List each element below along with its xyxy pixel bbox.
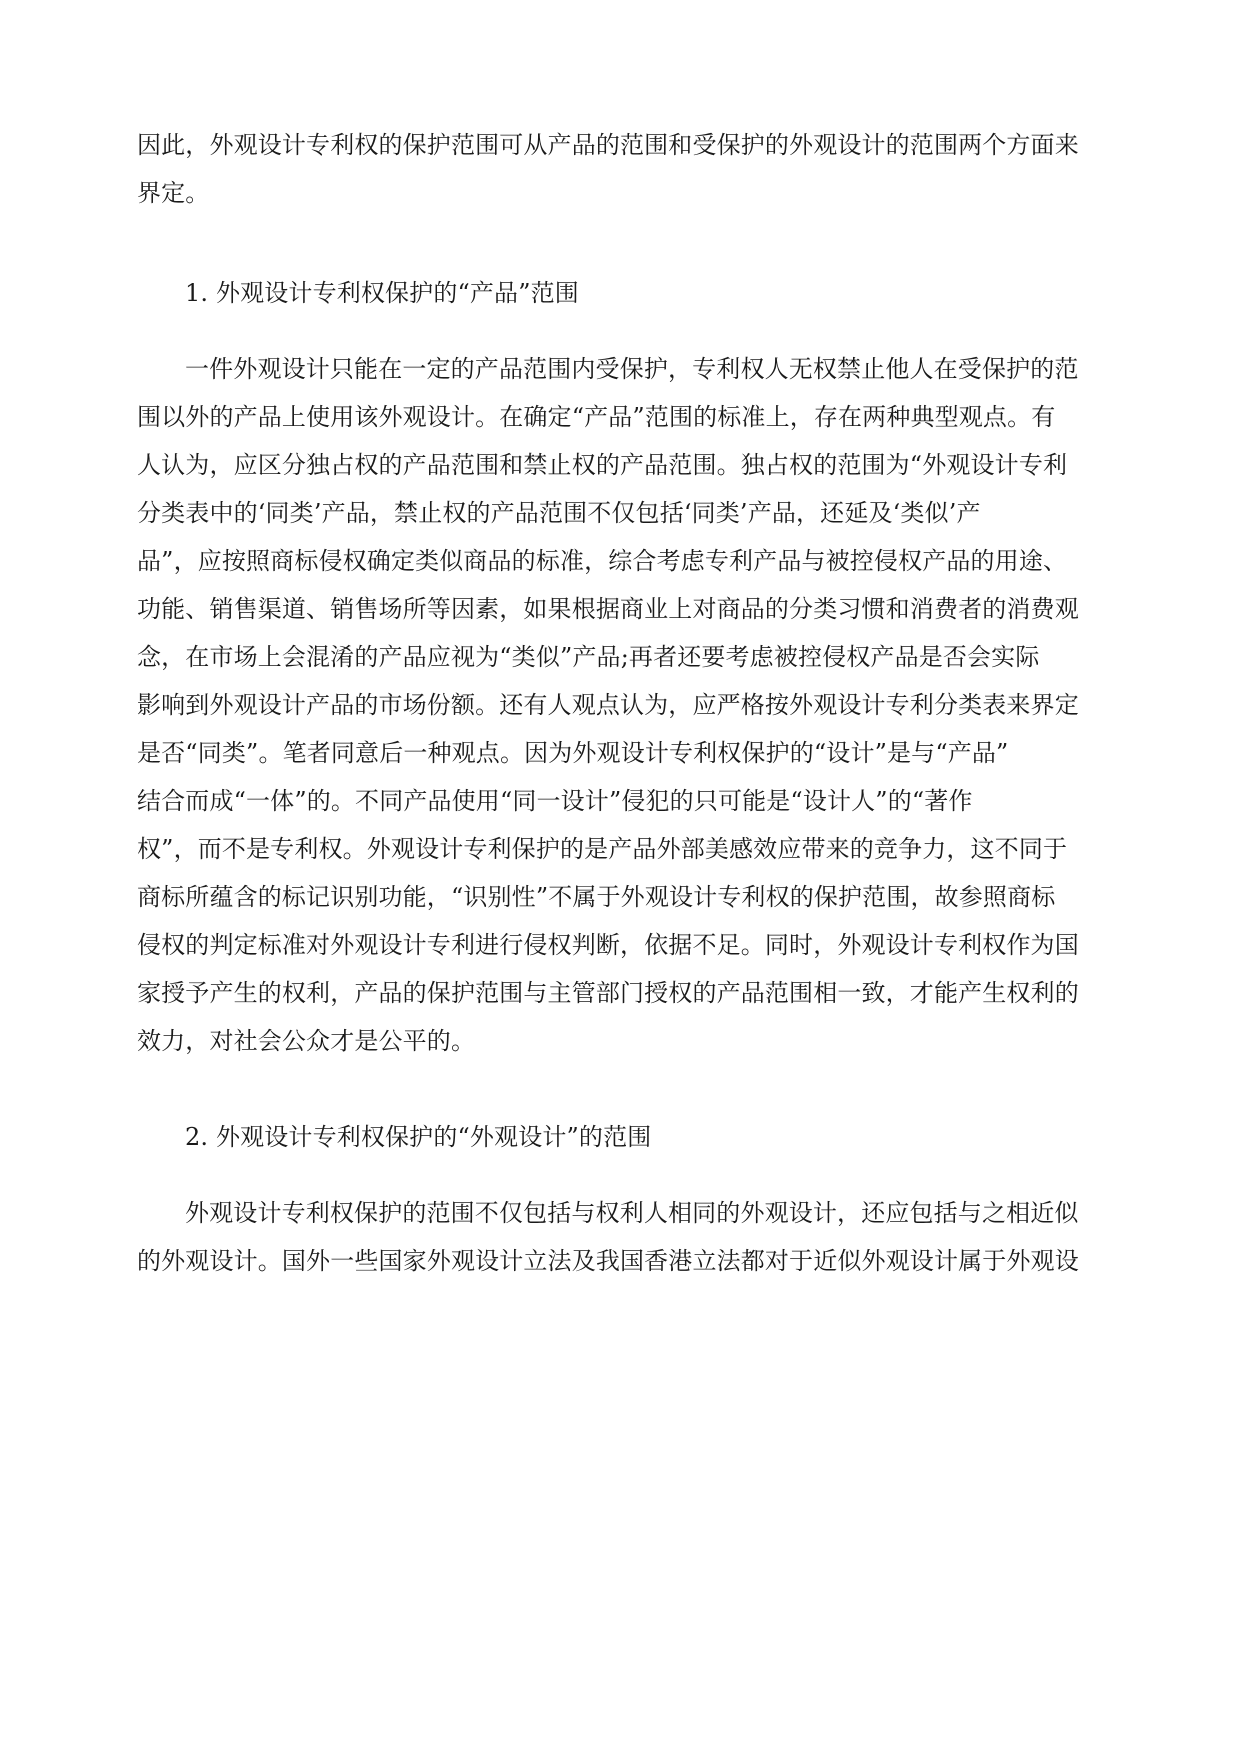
paragraph-line: 品”，应按照商标侵权确定类似商品的标准，综合考虑专利产品与被控侵权产品的用途、 <box>137 547 1068 575</box>
paragraph-line: 分类表中的‘同类’产品，禁止权的产品范围不仅包括‘同类’产品，还延及‘类似’产 <box>137 499 981 527</box>
paragraph-line: 影响到外观设计产品的市场份额。还有人观点认为，应严格按外观设计专利分类表来界定 <box>137 691 1079 719</box>
paragraph-line: 因此，外观设计专利权的保护范围可从产品的范围和受保护的外观设计的范围两个方面来 <box>137 131 1079 159</box>
paragraph-line: 家授予产生的权利，产品的保护范围与主管部门授权的产品范围相一致，才能产生权利的 <box>137 979 1079 1007</box>
paragraph-line: 外观设计专利权保护的范围不仅包括与权利人相同的外观设计，还应包括与之相近似 <box>185 1199 1079 1227</box>
paragraph-line: 侵权的判定标准对外观设计专利进行侵权判断，依据不足。同时，外观设计专利权作为国 <box>137 931 1079 959</box>
paragraph-line: 界定。 <box>137 179 210 207</box>
section-heading: 2. 外观设计专利权保护的“外观设计”的范围 <box>185 1123 652 1151</box>
section-heading: 1. 外观设计专利权保护的“产品”范围 <box>185 279 579 307</box>
paragraph-line: 是否“同类”。笔者同意后一种观点。因为外观设计专利权保护的“设计”是与“产品” <box>137 739 1009 767</box>
paragraph-line: 念，在市场上会混淆的产品应视为“类似”产品;再者还要考虑被控侵权产品是否会实际 <box>137 643 1040 671</box>
paragraph-line: 权”，而不是专利权。外观设计专利保护的是产品外部美感效应带来的竞争力，这不同于 <box>137 835 1068 863</box>
paragraph-line: 结合而成“一体”的。不同产品使用“同一设计”侵犯的只可能是“设计人”的“著作 <box>137 787 973 815</box>
paragraph-line: 一件外观设计只能在一定的产品范围内受保护，专利权人无权禁止他人在受保护的范 <box>185 355 1079 383</box>
paragraph-line: 围以外的产品上使用该外观设计。在确定“产品”范围的标准上，存在两种典型观点。有 <box>137 403 1056 431</box>
paragraph-line: 商标所蕴含的标记识别功能，“识别性”不属于外观设计专利权的保护范围，故参照商标 <box>137 883 1056 911</box>
paragraph-line: 功能、销售渠道、销售场所等因素，如果根据商业上对商品的分类习惯和消费者的消费观 <box>137 595 1079 623</box>
paragraph-line: 人认为，应区分独占权的产品范围和禁止权的产品范围。独占权的范围为“外观设计专利 <box>137 451 1068 479</box>
paragraph-line: 效力，对社会公众才是公平的。 <box>137 1027 476 1055</box>
paragraph-line: 的外观设计。国外一些国家外观设计立法及我国香港立法都对于近似外观设计属于外观设 <box>137 1247 1079 1275</box>
